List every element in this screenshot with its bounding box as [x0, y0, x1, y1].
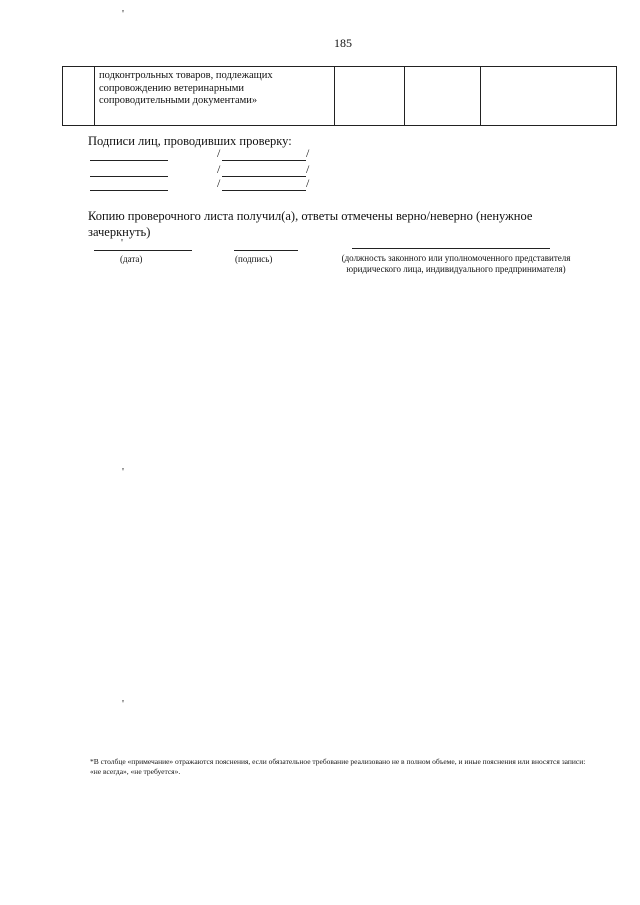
signature-line — [234, 250, 298, 251]
slash-right: / — [306, 146, 310, 160]
slash-left: / — [217, 162, 221, 176]
slash-right: / — [306, 162, 310, 176]
table-cell-no — [405, 67, 481, 126]
table-cell-number — [63, 67, 95, 126]
signature-caption: (подпись) — [235, 254, 273, 264]
footnote: *В столбце «примечание» отражаются пояснения, если обязательное требование реализовано не в полном объеме, и иные пояснения или вносятся записи: «не всегда», «не требуется». — [90, 757, 586, 776]
signatures-title: Подписи лиц, проводивших проверку: — [88, 134, 292, 148]
slash-left: / — [217, 176, 221, 190]
table-row — [63, 67, 617, 126]
signature-line — [90, 160, 168, 161]
scan-mark: ' — [122, 466, 124, 478]
signature-line — [90, 190, 168, 191]
scan-mark: ' — [122, 8, 124, 20]
slash-left: / — [217, 146, 221, 160]
name-line — [222, 190, 306, 191]
signature-line — [90, 176, 168, 177]
slash-right: / — [306, 176, 310, 190]
name-line — [222, 160, 306, 161]
page-number: 185 — [334, 36, 352, 50]
table-cell-requirement: подконтрольных товаров, подлежащих сопровождению ветеринарными сопроводительными документами» — [95, 67, 335, 126]
copy-received-statement: Копию проверочного листа получил(а), ответы отмечены верно/неверно (ненужное зачеркнуть) — [88, 209, 533, 239]
date-line — [94, 250, 192, 251]
scan-mark: ' — [122, 698, 124, 710]
position-line — [352, 248, 550, 249]
checklist-table-fragment — [62, 66, 617, 126]
table-cell-note — [481, 67, 617, 126]
scan-mark: ' — [121, 237, 123, 249]
table-cell-yes — [335, 67, 405, 126]
name-line — [222, 176, 306, 177]
date-caption: (дата) — [120, 254, 143, 264]
position-caption: (должность законного или уполномоченного представителя юридического лица, индивидуального предпринимателя) — [341, 253, 571, 274]
